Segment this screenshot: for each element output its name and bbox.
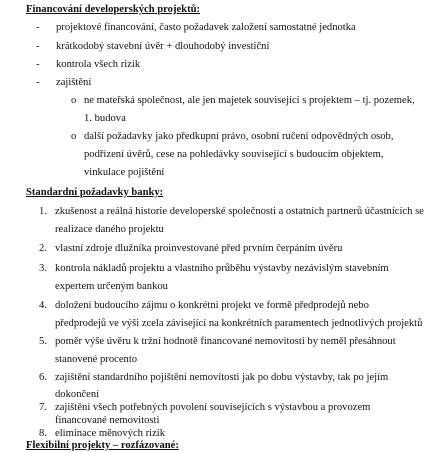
sub-list-item-continuation: podřízení úvěrů, cese na pohledávky související s budoucím objektem,: [84, 149, 384, 160]
numbered-item: zkušenost a reálná historie developerské společnosti a ostatních partnerů účastnících se: [55, 206, 424, 217]
dash-marker: -: [36, 59, 40, 70]
sub-list-item-continuation: vinkulace pojištění: [84, 167, 165, 178]
sub-list-item-continuation: 1. budova: [84, 113, 126, 124]
section-heading-flexible-projects: Flexibilní projekty – rozfázované:: [26, 440, 179, 451]
dash-marker: -: [36, 41, 40, 52]
numbered-item: doložení budoucího zájmu o konkrétní projekt ve formě předprodejů nebo: [55, 300, 369, 311]
numbered-item-continuation: realizace daného projektu: [55, 224, 164, 235]
list-number: 6.: [39, 372, 47, 383]
numbered-item: zajištění všech potřebných povolení souvisejících s výstavbou a provozem: [55, 402, 371, 413]
list-number: 2.: [39, 243, 47, 254]
sub-list-item: další požadavky jako předkupní právo, osobní ručení odpovědných osob,: [84, 131, 394, 142]
list-item: krátkodobý stavební úvěr + dlouhodobý investiční: [56, 41, 270, 52]
list-number: 1.: [39, 206, 47, 217]
dash-marker: -: [36, 77, 40, 88]
numbered-item: kontrola nákladů projektu a vlastního průběhu výstavby nezávislým stavebním: [55, 263, 389, 274]
sub-list-item: ne mateřská společnost, ale jen majetek související s projektem – tj. pozemek,: [84, 95, 415, 106]
list-number: 8.: [39, 428, 47, 439]
numbered-item-continuation: dokončení: [55, 389, 100, 400]
list-item: projektové financování, často požadavek založení samostatné jednotka: [56, 22, 356, 33]
numbered-item: zajištění standardního pojištění nemovitosti jak po dobu výstavby, tak po jejím: [55, 372, 389, 383]
numbered-item: vlastní zdroje dlužníka proinvestované před prvním čerpáním úvěru: [55, 243, 343, 254]
list-item: kontrola všech rizik: [56, 59, 141, 70]
list-number: 4.: [39, 300, 47, 311]
sub-bullet-marker: o: [71, 95, 77, 106]
numbered-item-continuation: expertem určeným bankou: [55, 281, 168, 292]
section-heading-bank-requirements: Standardní požadavky banky:: [26, 187, 164, 198]
dash-marker: -: [36, 22, 40, 33]
section-heading-financing: Financování developerských projektů:: [26, 4, 201, 15]
list-item: zajištění: [56, 77, 92, 88]
numbered-item: poměr výše úvěru k tržní hodnotě financované nemovitosti by neměl přesáhnout: [55, 336, 396, 347]
list-number: 3.: [39, 263, 47, 274]
numbered-item: eliminace měnových rizik: [55, 428, 166, 439]
numbered-item-continuation: stanovené procento: [55, 354, 138, 365]
numbered-item-continuation: financované nemovitosti: [55, 415, 160, 426]
sub-bullet-marker: o: [71, 131, 77, 142]
numbered-item-continuation: předprodejů ve výši zcela závisející na konkrétních paramentech jednotlivých projektů: [55, 318, 423, 329]
list-number: 7.: [39, 402, 47, 413]
list-number: 5.: [39, 336, 47, 347]
